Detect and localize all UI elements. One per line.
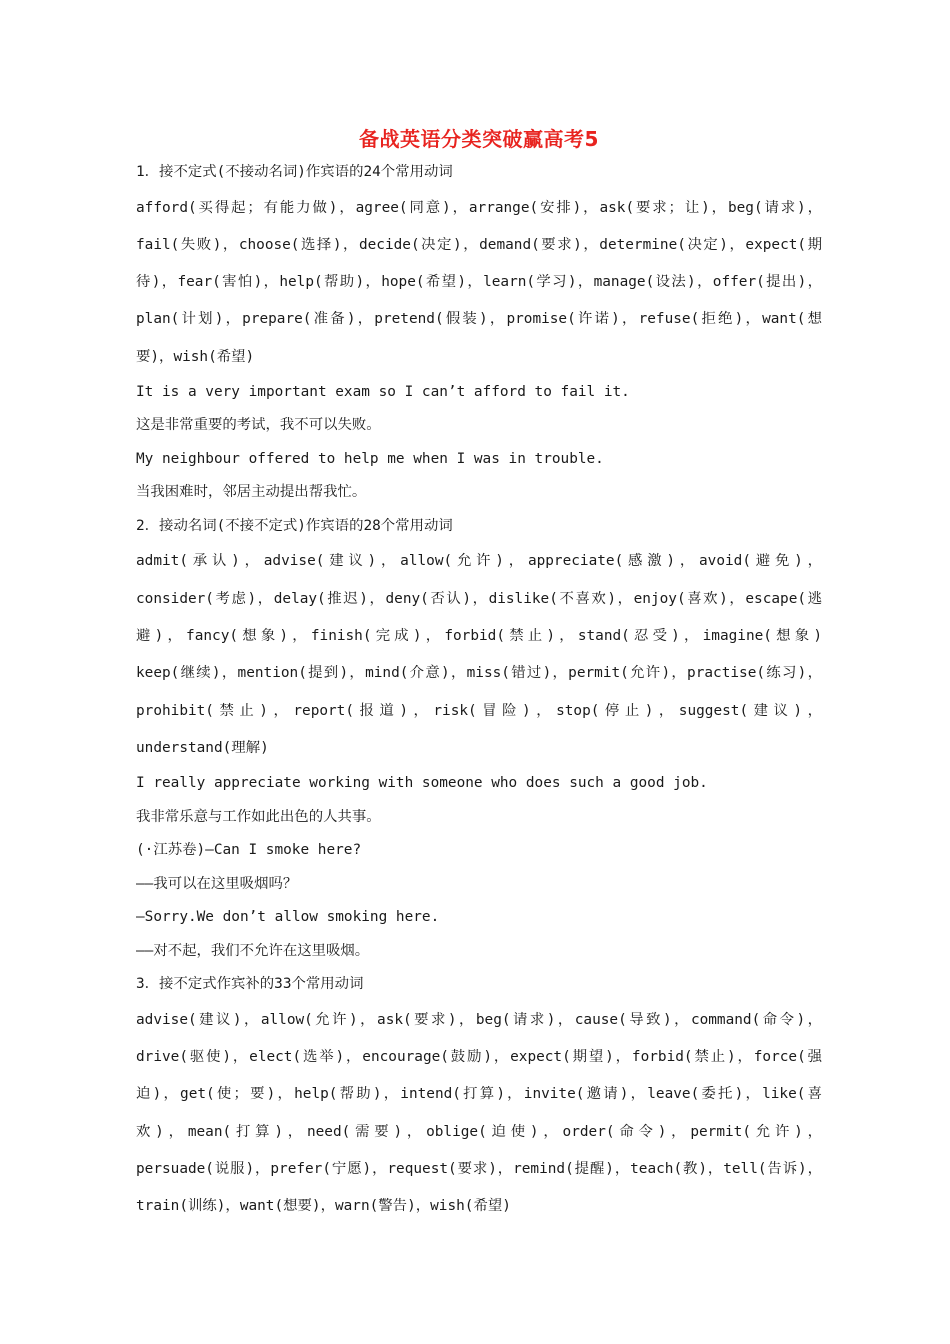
text-line: 我非常乐意与工作如此出色的人共事。 — [136, 808, 381, 825]
text-line: prohibit(禁止)，report(报道)，risk(冒险)，stop(停止)，suggest(建议)， — [136, 702, 822, 719]
text-line: 迫)，get(使；要)，help(帮助)，intend(打算)，invite(邀请)，leave(委托)，like(喜 — [136, 1086, 822, 1103]
text-line: plan(计划)，prepare(准备)，pretend(假装)，promise(许诺)，refuse(拒绝)，want(想 — [136, 311, 822, 328]
text-line: consider(考虑)，delay(推迟)，deny(否认)，dislike(不喜欢)，enjoy(喜欢)，escape(逃 — [136, 590, 822, 607]
text-line: 待)，fear(害怕)，help(帮助)，hope(希望)，learn(学习)，manage(设法)，offer(提出)， — [136, 274, 822, 291]
text-line: 这是非常重要的考试，我不可以失败。 — [136, 417, 381, 434]
text-line: 当我困难时，邻居主动提出帮我忙。 — [136, 484, 367, 501]
text-line: 要)，wish(希望) — [136, 348, 255, 365]
text-line: afford(买得起；有能力做)，agree(同意)，arrange(安排)，ask(要求；让)，beg(请求)， — [136, 199, 822, 216]
text-line: I really appreciate working with someone who does such a good job. — [136, 775, 708, 792]
text-line: ——对不起，我们不允许在这里吸烟。 — [136, 942, 370, 959]
document-page — [136, 122, 822, 1226]
document-title: 备战英语分类突破赢高考5 — [359, 127, 599, 151]
text-line: admit(承认)，advise(建议)，allow(允许)，appreciate(感激)，avoid(避免)， — [136, 553, 822, 570]
text-line: keep(继续)，mention(提到)，mind(介意)，miss(错过)，permit(允许)，practise(练习)， — [136, 665, 822, 682]
text-line: advise(建议)，allow(允许)，ask(要求)，beg(请求)，cause(导致)，command(命令)， — [136, 1011, 822, 1028]
text-line: 欢)，mean(打算)，need(需要)，oblige(迫使)，order(命令)，permit(允许)， — [136, 1123, 822, 1140]
text-line: drive(驱使)，elect(选举)，encourage(鼓励)，expect(期望)，forbid(禁止)，force(强 — [136, 1049, 822, 1066]
text-line: fail(失败)，choose(选择)，decide(决定)，demand(要求)，determine(决定)，expect(期 — [136, 236, 822, 253]
text-line: train(训练)，want(想要)，warn(警告)，wish(希望) — [136, 1198, 511, 1215]
document-body — [136, 156, 822, 1226]
text-line: —Sorry.We don’t allow smoking here. — [136, 909, 440, 926]
text-line: It is a very important exam so I can’t afford to fail it. — [136, 383, 630, 400]
text-line: 2．接动名词(不接不定式)作宾语的28个常用动词 — [136, 517, 453, 534]
text-line: 3．接不定式作宾补的33个常用动词 — [136, 976, 364, 993]
text-line: 避)，fancy(想象)，finish(完成)，forbid(禁止)，stand(忍受)，imagine(想象) — [136, 628, 822, 645]
text-line: persuade(说服)，prefer(宁愿)，request(要求)，remind(提醒)，teach(教)，tell(告诉)， — [136, 1160, 822, 1177]
text-line: ——我可以在这里吸烟吗？ — [136, 875, 298, 892]
text-line: (·江苏卷)—Can I smoke here? — [136, 842, 362, 859]
text-line: My neighbour offered to help me when I was in trouble. — [136, 450, 604, 467]
text-line: understand(理解) — [136, 739, 269, 756]
text-line: 1．接不定式(不接动名词)作宾语的24个常用动词 — [136, 164, 453, 180]
